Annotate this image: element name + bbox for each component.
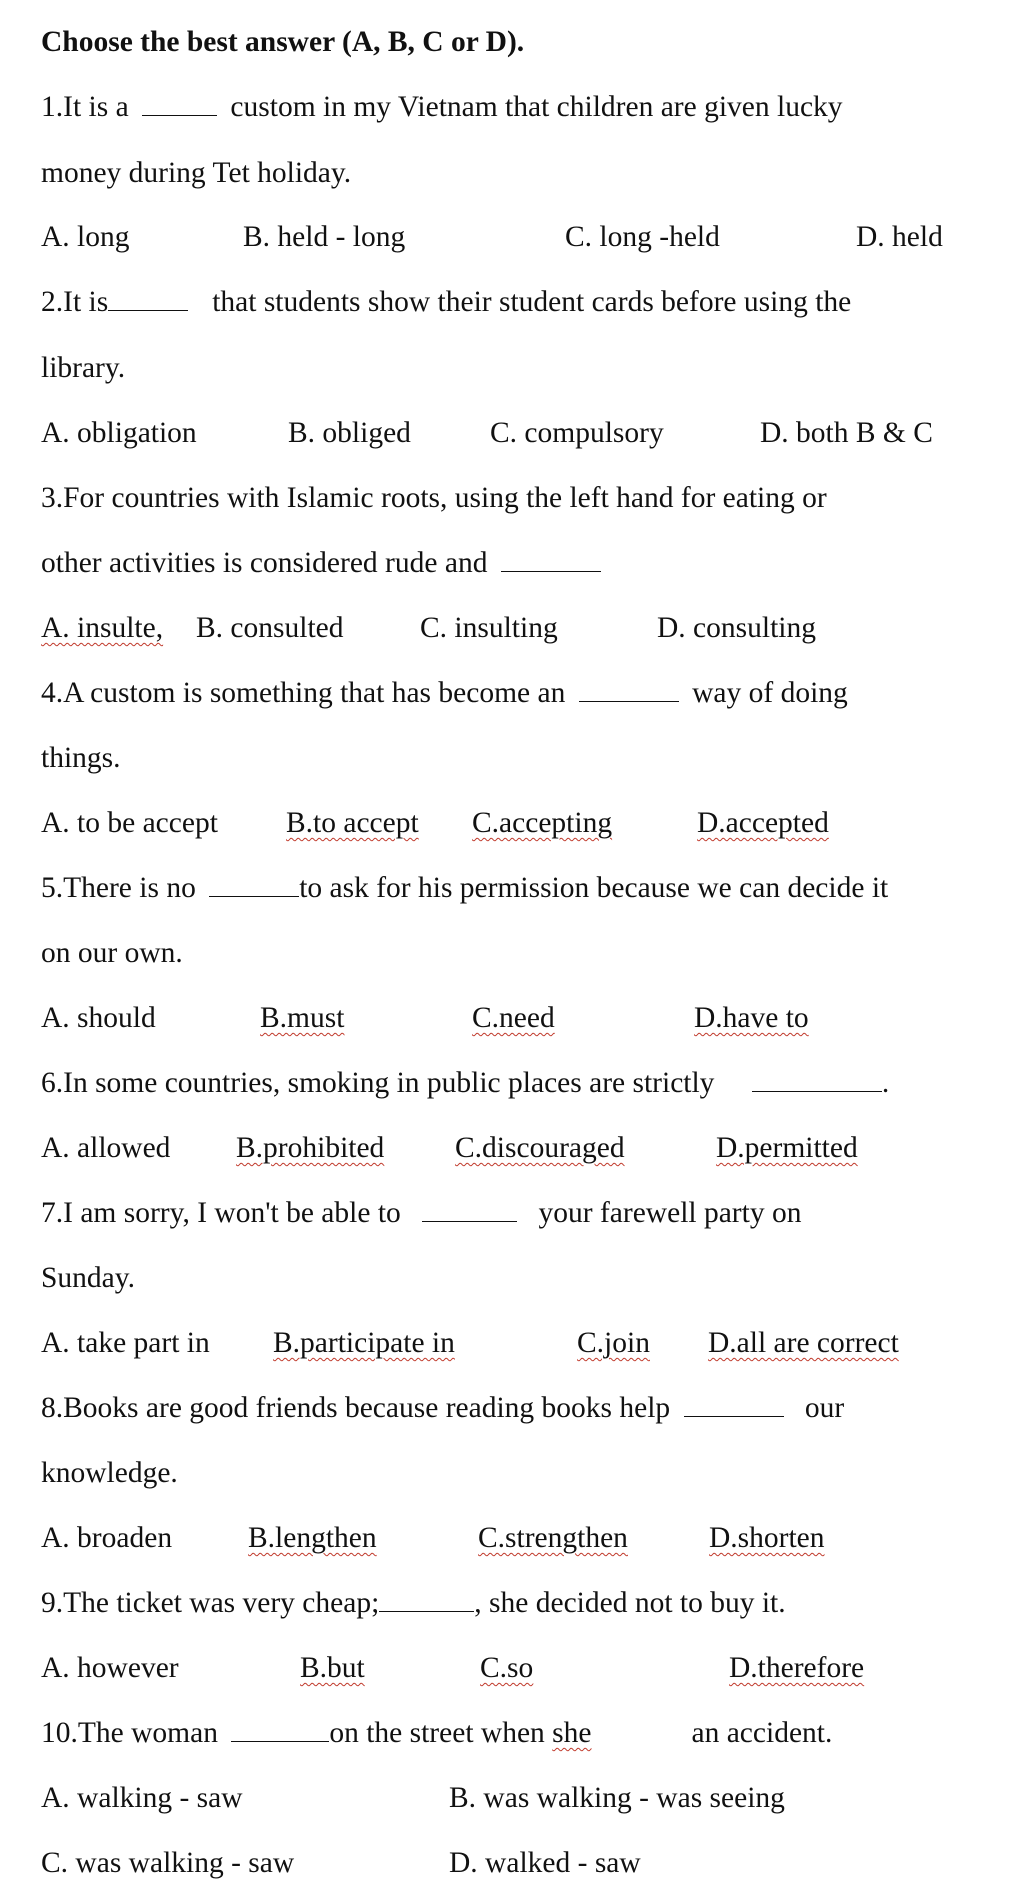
question-text: 1.It is a [41,91,129,123]
question-text: our [804,1392,845,1424]
question-10 [41,1716,832,1750]
question-text: 7.I am sorry, I won't be able to [41,1197,401,1229]
option-a[interactable]: A. to be accept [41,807,218,839]
option-d[interactable]: D. held [856,221,943,253]
option-b[interactable]: B.to accept [286,807,419,839]
question-text: 8.Books are good friends because reading books help [41,1392,671,1424]
question-8-continued: knowledge. [41,1457,178,1489]
option-d[interactable]: D.therefore [729,1652,865,1684]
option-c[interactable]: C.join [577,1327,650,1359]
question-text: on the street when [329,1717,545,1749]
option-b[interactable]: B.but [300,1652,365,1684]
question-5-continued: on our own. [41,937,183,969]
option-a[interactable]: A. however [41,1652,179,1684]
option-c[interactable]: C.need [472,1002,555,1034]
option-c[interactable]: C. long -held [565,221,720,253]
answer-blank [231,1719,329,1742]
option-c[interactable]: C.strengthen [478,1522,628,1554]
question-9 [41,1586,786,1620]
question-5 [41,871,888,905]
question-3-continued [41,546,601,580]
option-c[interactable]: C.discouraged [455,1132,625,1164]
question-8 [41,1391,844,1425]
question-text: your farewell party on [538,1197,802,1229]
option-a[interactable]: A. obligation [41,417,197,449]
answer-blank [379,1589,474,1612]
question-2-continued: library. [41,352,126,384]
question-text: 4.A custom is something that has become an [41,677,566,709]
question-7 [41,1196,801,1230]
option-d[interactable]: D.all are correct [708,1327,899,1359]
question-text: other activities is considered rude and [41,547,488,579]
answer-blank [142,93,217,116]
question-text: , she decided not to buy it. [474,1587,786,1619]
question-text: 6.In some countries, smoking in public places are strictly [41,1067,715,1099]
question-text: custom in my Vietnam that children are given lucky [230,91,843,123]
answer-blank [422,1199,517,1222]
question-text: 9.The ticket was very cheap; [41,1587,380,1619]
question-text: to ask for his permission because we can decide it [299,872,889,904]
option-a[interactable]: A. walking - saw [41,1782,243,1814]
question-text: 2.It is [41,286,109,318]
question-1 [41,90,843,124]
option-d[interactable]: D.accepted [697,807,829,839]
option-d[interactable]: D.have to [694,1002,809,1034]
option-b[interactable]: B.participate in [273,1327,455,1359]
option-d[interactable]: D. consulting [657,612,816,644]
question-text: 5.There is no [41,872,196,904]
answer-blank [579,679,679,702]
option-b[interactable]: B.must [260,1002,345,1034]
option-b[interactable]: B. was walking - was seeing [449,1782,785,1814]
option-d[interactable]: D. both B & C [760,417,933,449]
answer-blank [108,288,188,311]
option-b[interactable]: B.lengthen [248,1522,377,1554]
option-c[interactable]: C.accepting [472,807,613,839]
option-b[interactable]: B. obliged [288,417,411,449]
question-text: she [552,1717,592,1749]
question-6 [41,1066,889,1100]
option-d[interactable]: D. walked - saw [449,1847,641,1879]
question-7-continued: Sunday. [41,1262,135,1294]
answer-blank [684,1394,784,1417]
question-4-continued: things. [41,742,121,774]
option-c[interactable]: C.so [480,1652,534,1684]
answer-blank [752,1069,882,1092]
question-text: an accident. [691,1717,833,1749]
option-a[interactable]: A. long [41,221,130,253]
question-text: . [881,1067,890,1099]
option-c[interactable]: C. compulsory [490,417,664,449]
option-b[interactable]: B. held - long [243,221,406,253]
instruction-heading: Choose the best answer (A, B, C or D). [41,26,525,58]
option-a[interactable]: A. take part in [41,1327,210,1359]
option-b[interactable]: B.prohibited [236,1132,385,1164]
option-d[interactable]: D.shorten [709,1522,825,1554]
option-a[interactable]: A. insulte, [41,612,164,644]
option-a[interactable]: A. should [41,1002,156,1034]
question-4 [41,676,848,710]
option-d[interactable]: D.permitted [716,1132,858,1164]
question-text: 10.The woman [41,1717,218,1749]
answer-blank [592,1720,692,1742]
option-a[interactable]: A. broaden [41,1522,173,1554]
option-a[interactable]: A. allowed [41,1132,171,1164]
option-c[interactable]: C. insulting [420,612,558,644]
question-3: 3.For countries with Islamic roots, using the left hand for eating or [41,482,827,514]
question-text: way of doing [692,677,848,709]
question-1-continued: money during Tet holiday. [41,157,352,189]
answer-blank [209,874,299,897]
option-c[interactable]: C. was walking - saw [41,1847,295,1879]
question-2 [41,285,851,319]
answer-blank [501,549,601,572]
option-b[interactable]: B. consulted [196,612,344,644]
question-text: that students show their student cards before using the [212,286,852,318]
